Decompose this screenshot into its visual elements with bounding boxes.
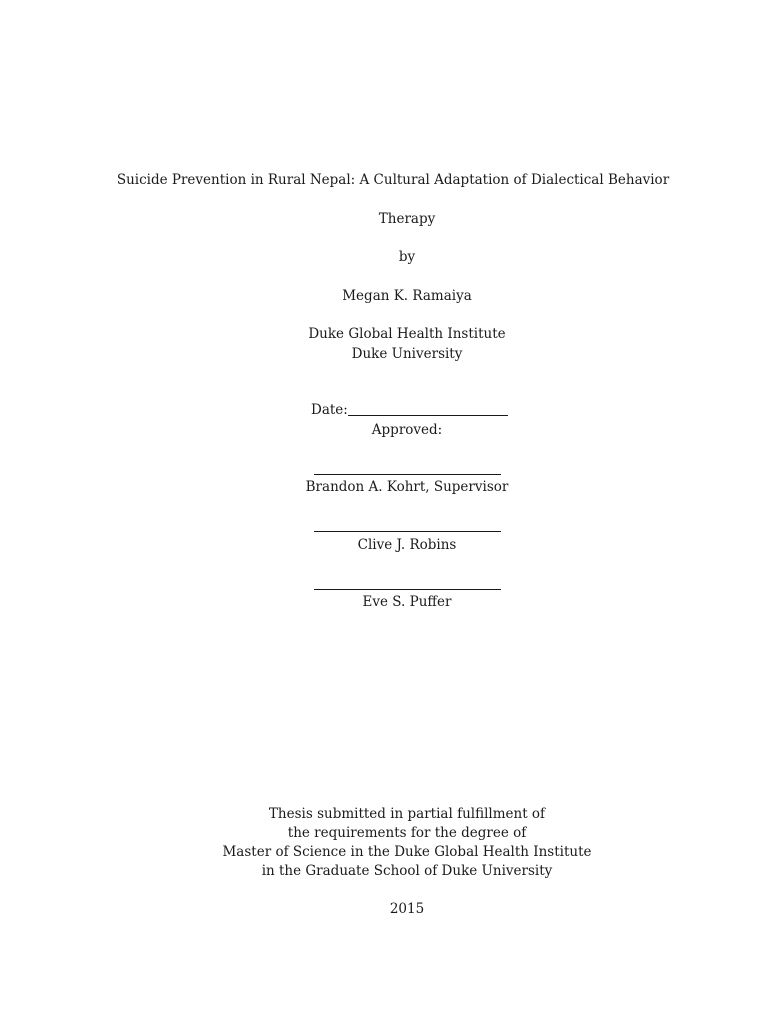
signatory-name-2: Clive J. Robins bbox=[357, 537, 457, 553]
approved-label: Approved: bbox=[371, 422, 443, 438]
signatory-name-3: Eve S. Puffer bbox=[362, 594, 452, 610]
date-field bbox=[311, 400, 508, 420]
submission-statement-line-4: in the Graduate School of Duke University bbox=[261, 863, 553, 879]
author-name: Megan K. Ramaiya bbox=[342, 288, 472, 304]
signature-line-1 bbox=[314, 474, 501, 475]
institution-line-2: Duke University bbox=[351, 346, 463, 362]
by-label: by bbox=[398, 249, 416, 265]
date-blank-line bbox=[348, 400, 508, 416]
submission-statement-line-1: Thesis submitted in partial fulfillment of bbox=[268, 806, 546, 822]
submission-statement-line-2: the requirements for the degree of bbox=[287, 825, 527, 841]
date-label: Date: bbox=[311, 402, 348, 418]
institution-line-1: Duke Global Health Institute bbox=[308, 326, 506, 342]
submission-year: 2015 bbox=[389, 901, 425, 917]
signature-line-2 bbox=[314, 531, 501, 532]
signature-line-3 bbox=[314, 589, 501, 590]
signatory-name-1: Brandon A. Kohrt, Supervisor bbox=[305, 479, 509, 495]
submission-statement-line-3: Master of Science in the Duke Global Health Institute bbox=[222, 844, 592, 860]
thesis-title-line-2: Therapy bbox=[378, 211, 436, 227]
thesis-title-line-1: Suicide Prevention in Rural Nepal: A Cultural Adaptation of Dialectical Behavior bbox=[116, 172, 670, 188]
